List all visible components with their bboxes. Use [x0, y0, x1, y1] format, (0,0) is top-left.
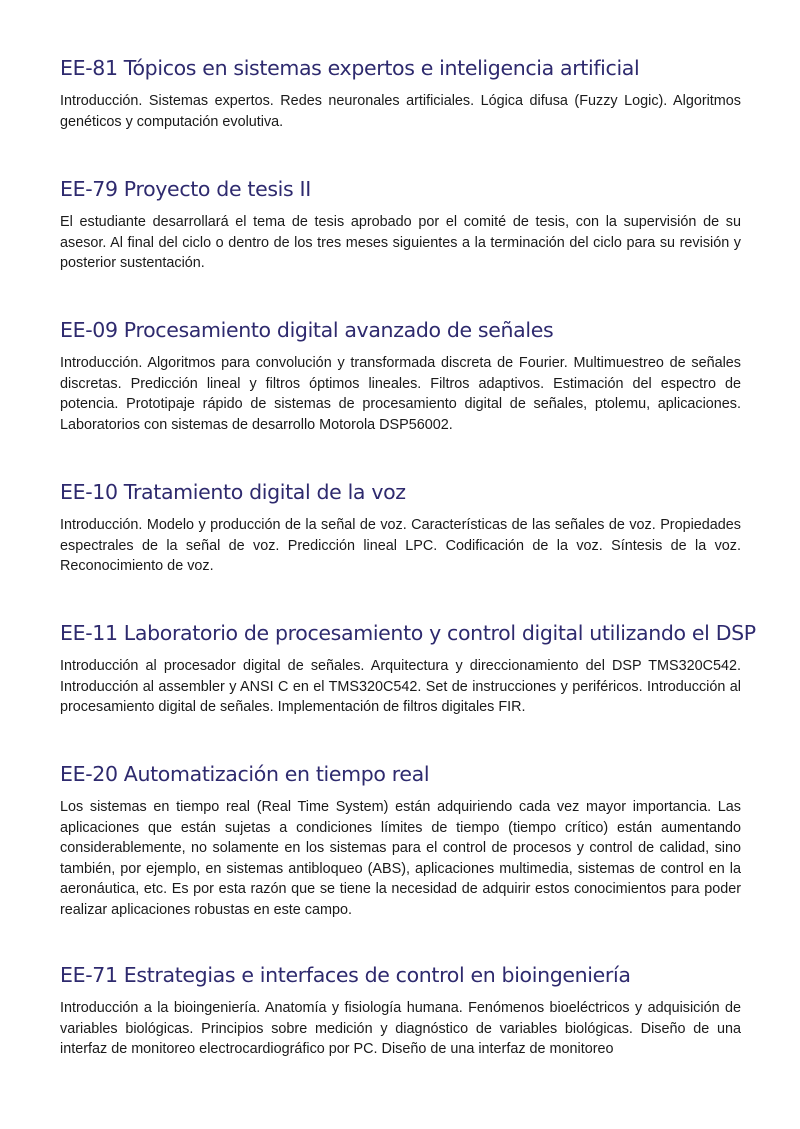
course-section-ee09 [60, 316, 741, 435]
course-description: El estudiante desarrollará el tema de tesis aprobado por el comité de tesis, con la supervisión de su asesor. Al final del ciclo o dentro de los tres meses siguientes a la terminación del ciclo para su revisión y posterior sustentación. [60, 214, 741, 272]
course-title: EE-11 Laboratorio de procesamiento y control digital utilizando el DSP [60, 621, 756, 645]
course-description: Introducción. Algoritmos para convolución y transformada discreta de Fourier. Multimuestreo de señales discretas. Predicción lineal y filtros óptimos lineales. Filtros adaptivos. Estimación del espectro de potencia. Prototipaje rápido de sistemas de procesamiento digital de señales, ptolemu, aplicaciones. Laboratorios con sistemas de desarrollo Motorola DSP56002. [60, 355, 741, 433]
course-title: EE-71 Estrategias e interfaces de control en bioingeniería [60, 963, 631, 987]
course-title: EE-09 Procesamiento digital avanzado de señales [60, 318, 554, 342]
course-section-ee81 [60, 54, 741, 132]
course-section-ee20 [60, 760, 741, 921]
course-section-ee11 [60, 619, 756, 718]
course-description: Introducción a la bioingeniería. Anatomía y fisiología humana. Fenómenos bioeléctricos y adquisición de variables biológicas. Principios sobre medición y diagnóstico de variables biológicas. Diseño de una interfaz de monitoreo electrocardiográfico por PC. Diseño de una interfaz de monitoreo [60, 1000, 741, 1058]
course-title: EE-79 Proyecto de tesis II [60, 177, 311, 201]
course-description: Introducción al procesador digital de señales. Arquitectura y direccionamiento del DSP TMS320C542. Introducción al assembler y ANSI C en el TMS320C542. Set de instrucciones y periféricos. Introducción al procesamiento digital de señales. Implementación de filtros digitales FIR. [60, 658, 741, 716]
course-description: Introducción. Sistemas expertos. Redes neuronales artificiales. Lógica difusa (Fuzzy Logic). Algoritmos genéticos y computación evolutiva. [60, 93, 741, 130]
course-title: EE-20 Automatización en tiempo real [60, 762, 430, 786]
course-section-ee79 [60, 175, 741, 274]
course-section-ee10 [60, 478, 741, 577]
course-description: Los sistemas en tiempo real (Real Time System) están adquiriendo cada vez mayor importancia. Las aplicaciones que están sujetas a condiciones límites de tiempo (tiempo crítico) están aumentando considerablemente, no solamente en los sistemas para el control de procesos y control de calidad, sino también, por ejemplo, en sistemas antibloqueo (ABS), aplicaciones multimedia, sistemas de control en la aeronáutica, etc. Es por esta razón que se tiene la necesidad de adquirir estos conocimientos para poder realizar aplicaciones robustas en este campo. [60, 799, 741, 918]
course-title: EE-10 Tratamiento digital de la voz [60, 480, 406, 504]
course-title: EE-81 Tópicos en sistemas expertos e inteligencia artificial [60, 56, 640, 80]
course-description: Introducción. Modelo y producción de la señal de voz. Características de las señales de voz. Propiedades espectrales de la señal de voz. Predicción lineal LPC. Codificación de la voz. Síntesis de la voz. Reconocimiento de voz. [60, 517, 741, 575]
course-section-ee71 [60, 961, 741, 1060]
